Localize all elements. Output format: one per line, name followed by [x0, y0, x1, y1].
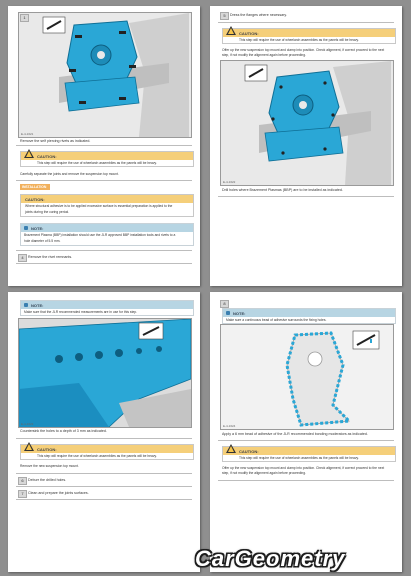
warning-icon: !: [24, 149, 34, 158]
note-box: [20, 223, 194, 246]
figure-countersink: [18, 318, 192, 428]
caution-text-2: joints during the curing period.: [25, 210, 70, 215]
figure-drill-holes: [220, 60, 394, 186]
caution-text: This step will require the use of wheelarch assemblies as the panels will be heavy.: [37, 161, 157, 165]
info-icon: [226, 311, 230, 315]
caution-text: This step will require the use of wheelarch assemblies as the panels will be heavy.: [239, 456, 359, 460]
divider: [218, 480, 394, 481]
divider: [16, 438, 192, 439]
divider: [16, 180, 192, 181]
step-text: Dress the flanges where necessary.: [230, 12, 287, 17]
divider: [16, 145, 192, 146]
warning-icon: !: [226, 444, 236, 453]
caution-box: [222, 446, 396, 462]
warning-icon: !: [226, 26, 236, 35]
warning-icon: !: [24, 442, 34, 451]
caution-label: CAUTION:: [239, 448, 259, 454]
manual-page-3: [8, 292, 200, 572]
caution-label: CAUTION:: [37, 446, 57, 452]
figure-caption: Countersink the holes to a depth of 3 mm as indicated.: [20, 429, 107, 433]
caution-text: This step will require the use of wheelarch assemblies as the panels will be heavy.: [239, 38, 359, 42]
instruction-text: Remove the new suspension top mount.: [20, 464, 79, 468]
step-number: 8: [220, 300, 229, 308]
figure-code: E-4-1623: [21, 422, 34, 426]
cargeometry-watermark-logo: CarGeometry: [195, 546, 346, 571]
paragraph-2: step, if not modify the alignment again before proceeding.: [222, 53, 306, 57]
callout-number: 1: [20, 14, 29, 22]
caution-box: [20, 151, 194, 167]
body-panel-illustration: [19, 319, 191, 427]
figure-adhesive-bead: [220, 324, 394, 430]
caution-text: This step will require the use of wheelarch assemblies as the panels will be heavy.: [37, 454, 157, 458]
divider: [218, 196, 394, 197]
figure-rivet-removal: [18, 12, 192, 138]
divider: [16, 486, 192, 487]
info-icon: [24, 226, 28, 230]
paragraph-1: Offer up the new suspension top mount and clamp into position. Check alignment, if correct proceed to the next: [222, 48, 385, 52]
step-text: Remove the rivet remnants.: [28, 254, 73, 259]
caution-label: CAUTION:: [25, 196, 45, 202]
caution-box: [20, 444, 194, 460]
note-text-2: hole diameter of 5.5 mm.: [24, 239, 61, 244]
manual-page-4: [210, 292, 402, 572]
figure-code: E-4-1624: [223, 424, 236, 428]
figure-caption: Remove the self piercing rivets as indicated.: [20, 139, 91, 143]
divider: [16, 250, 192, 251]
paragraph-2: step, if not modify the alignment again before proceeding.: [222, 471, 306, 475]
caution-box-2: [20, 194, 194, 217]
manual-page-1: [8, 6, 200, 286]
note-label: NOTE:: [233, 310, 246, 316]
divider: [218, 22, 394, 23]
divider: [16, 473, 192, 474]
step-number: 4: [18, 254, 27, 262]
figure-code: E-4-1621: [21, 132, 34, 136]
suspension-mount-illustration: [221, 61, 393, 185]
step-text: Deburr the drilled holes.: [28, 477, 67, 482]
note-label: NOTE:: [31, 302, 44, 308]
divider: [16, 263, 192, 264]
caution-box: [222, 28, 396, 44]
caution-text-1: Where structural adhesive is to be applied excessive surface is essential preparation is applied to the: [25, 204, 173, 208]
info-icon: [24, 303, 28, 307]
installation-tag: INSTALLATION: [20, 184, 50, 190]
instruction-text: Carefully separate the joints and remove the suspension top mount.: [20, 172, 119, 176]
suspension-mount-illustration: [19, 13, 191, 137]
note-label: NOTE:: [31, 225, 44, 231]
step-text: Clean and prepare the joints surfaces.: [28, 490, 89, 495]
figure-caption: Drill holes where Brazement Plasmas (BBP) are to be installed as indicated.: [222, 188, 343, 192]
manual-page-2: [210, 6, 402, 286]
figure-code: E-4-1622: [223, 180, 236, 184]
adhesive-application-illustration: [221, 325, 393, 429]
note-box: [222, 308, 396, 324]
caution-label: CAUTION:: [239, 30, 259, 36]
note-text: Make sure a continuous bead of adhesive surrounds the fixing holes.: [226, 318, 327, 322]
divider: [16, 499, 192, 500]
note-box: [20, 300, 194, 316]
step-number: 5: [220, 12, 229, 20]
note-text-1: Brazement Plasma (BBP) installation should use the JLR approved BBP installation tools and rivets to a: [24, 233, 176, 237]
step-number: 7: [18, 490, 27, 498]
caution-label: CAUTION:: [37, 153, 57, 159]
paragraph-1: Offer up the new suspension top mount and clamp into position. Check alignment, if correct proceed to the next: [222, 466, 385, 470]
divider: [218, 440, 394, 441]
note-text: Make sure that the JLR recommended measurements are in use for this step.: [24, 310, 138, 314]
step-number: 6: [18, 477, 27, 485]
figure-caption: Apply a 6 mm bead of adhesive of the JLR recommended bonding moderators as indicated.: [222, 432, 368, 436]
